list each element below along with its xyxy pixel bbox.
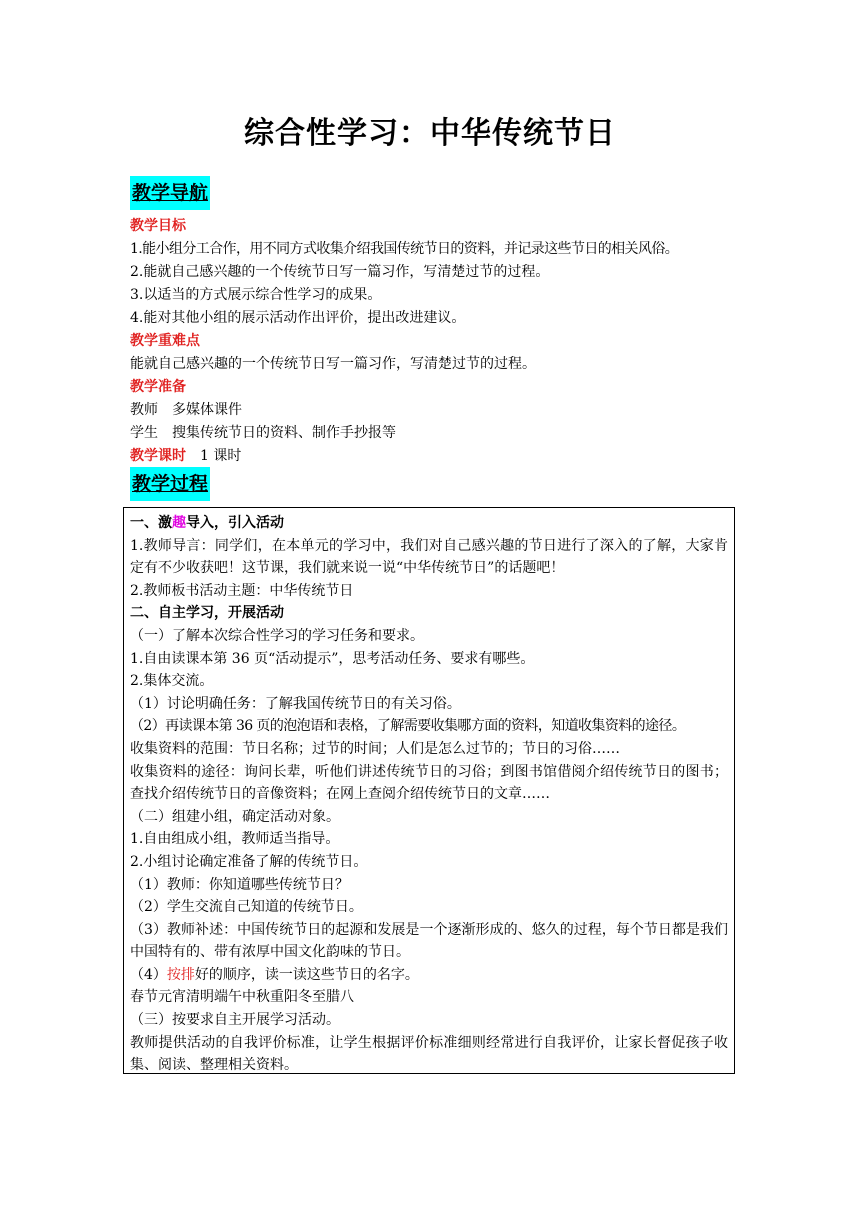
process-line: （4）按排好的顺序，读一读这些节日的名字。 [130, 966, 419, 983]
hours-label: 教学课时 [130, 448, 186, 464]
process-line: 收集资料的途径：询问长辈，听他们讲述传统节日的习俗；到图书馆借阅介绍传统节日的图书；查找介绍传统节日的音像资料；在网上查阅介绍传统节日的文章…… [130, 763, 728, 803]
prep-item: 教师 多媒体课件 [130, 402, 242, 418]
process-line: （2）学生交流自己知道的传统节日。 [130, 899, 363, 916]
key-label: 教学重难点 [130, 333, 200, 349]
process-line: 2.集体交流。 [130, 673, 214, 690]
process-line: （二）组建小组，确定活动对象。 [130, 808, 340, 825]
goals-label: 教学目标 [130, 218, 186, 234]
highlighted-char: 趣 [172, 515, 186, 531]
process-line: 教师提供活动的自我评价标准，让学生根据评价标准细则经常进行自我评价，让家长督促孩子收集、阅读、整理相关资料。 [130, 1034, 728, 1074]
process-line: 2.教师板书活动主题：中华传统节日 [130, 582, 354, 599]
process-line: 1.教师导言：同学们，在本单元的学习中，我们对自己感兴趣的节日进行了深入的了解，大家肯定有不少收获吧！这节课，我们就来说一说“中华传统节日”的话题吧！ [130, 537, 728, 577]
festival-names: 春节元宵清明端午中秋重阳冬至腊八 [130, 989, 354, 1006]
key-text: 能就自己感兴趣的一个传统节日写一篇习作，写清楚过节的过程。 [130, 356, 536, 372]
hours-row [130, 445, 750, 468]
goal-item: 1.能小组分工合作，用不同方式收集介绍我国传统节日的资料，并记录这些节日的相关风俗。 [130, 241, 679, 257]
hours-value: 1 课时 [200, 448, 242, 464]
process-line: （三）按要求自主开展学习活动。 [130, 1012, 340, 1029]
teaching-goals-section [130, 215, 750, 468]
prep-item: 学生 搜集传统节日的资料、制作手抄报等 [130, 425, 396, 441]
highlighted-word: 按排 [166, 966, 195, 983]
process-step-heading: 二、自主学习，开展活动 [130, 605, 284, 622]
goal-item: 4.能对其他小组的展示活动作出评价，提出改进建议。 [130, 310, 466, 326]
nav-heading: 教学导航 [130, 176, 210, 210]
goal-item: 3.以适当的方式展示综合性学习的成果。 [130, 287, 382, 303]
process-line: 1.自由组成小组，教师适当指导。 [130, 831, 340, 848]
process-line: 收集资料的范围：节日名称；过节的时间；人们是怎么过节的；节日的习俗…… [130, 740, 620, 757]
process-step-heading: 一、激趣导入，引入活动 [130, 515, 284, 531]
process-line: 2.小组讨论确定准备了解的传统节日。 [130, 853, 368, 870]
process-line: （2）再读课本第 36 页的泡泡语和表格，了解需要收集哪方面的资料，知道收集资料的途径。 [130, 718, 686, 735]
process-line: （1）讨论明确任务：了解我国传统节日的有关习俗。 [130, 695, 461, 712]
process-line: （一）了解本次综合性学习的学习任务和要求。 [130, 627, 424, 644]
process-box [123, 507, 735, 1074]
process-heading: 教学过程 [130, 467, 210, 501]
goal-item: 2.能就自己感兴趣的一个传统节日写一篇习作，写清楚过节的过程。 [130, 264, 550, 280]
process-line: （3）教师补述：中国传统节日的起源和发展是一个逐渐形成的、悠久的过程，每个节日都是我们中国特有的、带有浓厚中国文化韵味的节日。 [130, 921, 728, 961]
prep-label: 教学准备 [130, 379, 186, 395]
process-line: 1.自由读课本第 36 页“活动提示”，思考活动任务、要求有哪些。 [130, 650, 535, 667]
process-line: （1）教师：你知道哪些传统节日？ [130, 876, 349, 893]
page-title: 综合性学习：中华传统节日 [244, 116, 616, 151]
